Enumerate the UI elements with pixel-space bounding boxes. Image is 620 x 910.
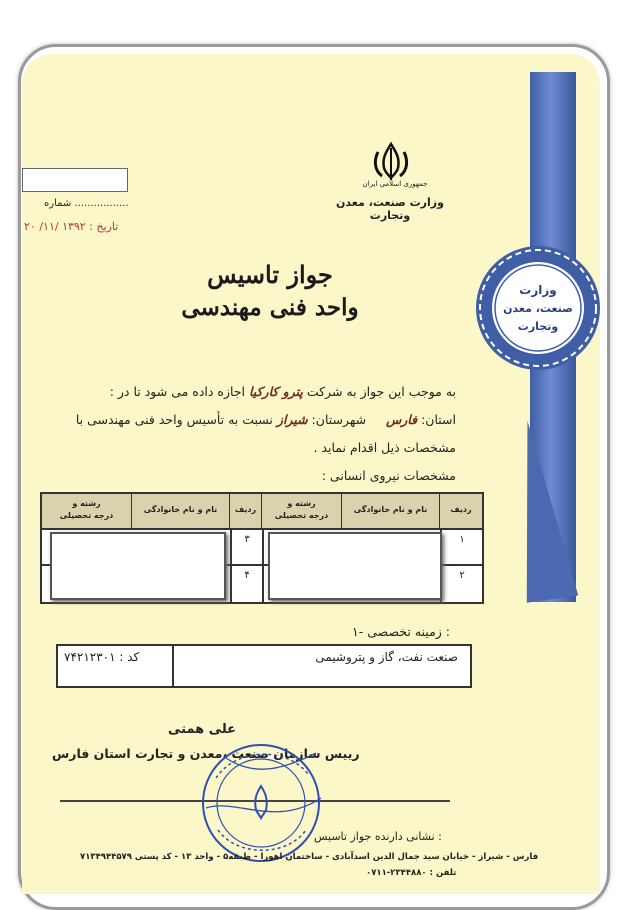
date-label: تاریخ : ۱۳۹۲ /۱۱/ ۲۰ xyxy=(24,220,119,233)
province-label: استان: xyxy=(421,412,456,427)
header-row-no: ردیف xyxy=(440,494,482,528)
signer-name: علی همتی xyxy=(168,722,237,737)
seal-text-3: وتجارت xyxy=(517,320,559,333)
body-line-1 xyxy=(110,384,456,399)
redaction-box xyxy=(268,532,442,600)
staff-heading: مشخصات نیروی انسانی : xyxy=(321,468,456,483)
seal-text-1: وزارت xyxy=(519,283,557,297)
country-label: جمهوری اسلامی ایران xyxy=(362,180,428,188)
ministry-name: وزارت صنعت، معدن وتجارت xyxy=(336,196,444,222)
body-text: به موجب این جواز به شرکت xyxy=(306,384,456,399)
specialty-code: کد : ۷۴۲۱۲۳۰۱ xyxy=(64,650,140,664)
title-line-2: واحد فنی مهندسی xyxy=(181,294,359,321)
specialty-heading: ۱- زمینه تخصصی : xyxy=(352,624,450,639)
header-row-no: ردیف xyxy=(230,494,262,528)
table-line xyxy=(172,646,174,686)
header-field-l1: رشته و xyxy=(72,499,101,508)
seal-text-2: صنعت، معدن xyxy=(503,302,573,315)
number-label: شماره ................. xyxy=(44,198,129,209)
title-line-1: جواز تاسیس xyxy=(207,260,333,289)
redaction-box xyxy=(50,532,226,600)
staff-table xyxy=(40,492,484,604)
header-field xyxy=(42,494,132,528)
header-field-l2: درجه تحصیلی xyxy=(59,511,114,520)
address-line: فارس - شیراز - خیابان سید جمال الدین اسدآبادی - ساختمان اهورا - طبقه۵ - واحد ۱۳ - کد پستی ۷۱۳۴۹۴۴۵۷۹ xyxy=(80,852,539,862)
body-text: اجازه داده می شود تا در : xyxy=(109,384,246,399)
header-field-l2: درجه تحصیلی xyxy=(274,511,329,520)
city-value: شیراز xyxy=(276,412,308,427)
body-line-3: مشخصات ذیل اقدام نماید . xyxy=(313,440,456,455)
number-box xyxy=(22,168,128,192)
specialty-field: صنعت نفت، گاز و پتروشیمی xyxy=(315,650,458,664)
row-number: ۴ xyxy=(244,570,250,581)
signer-title: رییس سازمان صنعت ،معدن و تجارت استان فارس xyxy=(52,746,360,761)
header-field-l1: رشته و xyxy=(287,499,316,508)
row-number: ۲ xyxy=(459,570,465,581)
address-phone: تلفن : ۲۳۴۴۸۸۰-۰۷۱۱ xyxy=(366,868,457,878)
row-number: ۱ xyxy=(459,534,465,545)
row-number: ۳ xyxy=(244,534,250,545)
header-name: نام و نام خانوادگی xyxy=(132,494,230,528)
body-line-2 xyxy=(76,412,456,427)
table-line xyxy=(262,528,264,602)
address-label: نشانی دارنده جواز تاسیس : xyxy=(314,830,442,843)
body-text: نسبت به تأسیس واحد فنی مهندسی با xyxy=(75,412,273,427)
city-label: شهرستان: xyxy=(311,412,367,427)
specialty-table xyxy=(56,644,472,688)
company-name: پترو کارکیا xyxy=(249,384,303,399)
ministry-seal-rosette xyxy=(474,244,602,372)
province-value: فارس xyxy=(386,412,418,427)
header-name: نام و نام خانوادگی xyxy=(342,494,440,528)
header-field xyxy=(262,494,342,528)
official-stamp xyxy=(196,738,326,868)
